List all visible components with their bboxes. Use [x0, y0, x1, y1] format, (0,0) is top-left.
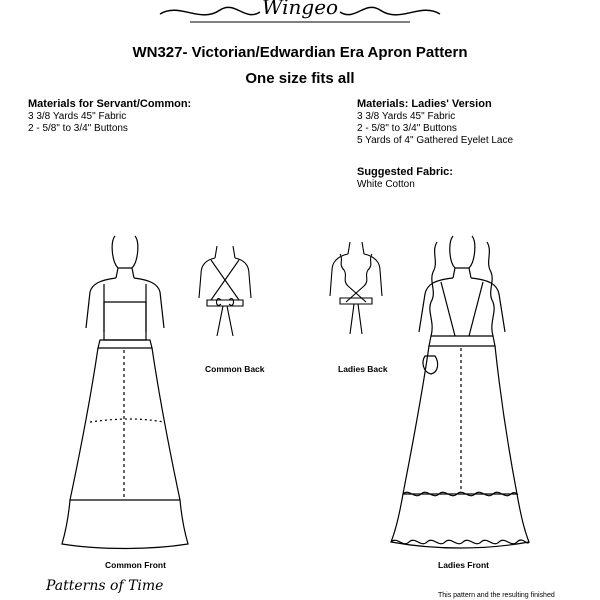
common-back-illustration [195, 244, 255, 344]
ladies-back-illustration [326, 240, 386, 340]
pattern-subtitle: One size fits all [245, 70, 355, 87]
materials-common-item: 3 3/8 Yards 45" Fabric [28, 111, 127, 122]
brand-logo [150, 0, 450, 32]
logo-wordmark: Wingeo [261, 0, 339, 19]
materials-ladies-item: 5 Yards of 4" Gathered Eyelet Lace [357, 135, 514, 146]
materials-ladies-item: 2 - 5/8" to 3/4" Buttons [357, 123, 457, 134]
materials-ladies [357, 98, 513, 147]
materials-common-heading: Materials for Servant/Common: [28, 98, 192, 110]
footer-brand: Patterns of Time [46, 578, 164, 594]
materials-common-item: 2 - 5/8" to 3/4" Buttons [28, 123, 128, 134]
caption-common-front: Common Front [105, 560, 166, 570]
common-front-illustration [60, 232, 190, 550]
caption-ladies-front: Ladies Front [438, 560, 490, 570]
suggested-fabric-value: White Cotton [357, 179, 415, 190]
suggested-fabric-heading: Suggested Fabric: [357, 166, 453, 178]
suggested-fabric [357, 166, 453, 191]
materials-common [28, 98, 191, 135]
caption-ladies-back: Ladies Back [338, 364, 388, 374]
materials-ladies-heading: Materials: Ladies' Version [357, 98, 492, 110]
materials-ladies-item: 3 3/8 Yards 45" Fabric [357, 111, 456, 122]
caption-common-back: Common Back [205, 364, 265, 374]
pattern-title: WN327- Victorian/Edwardian Era Apron Pattern [132, 44, 468, 61]
footer-note: This pattern and the resulting finished [438, 592, 555, 599]
ladies-front-illustration [385, 232, 535, 550]
